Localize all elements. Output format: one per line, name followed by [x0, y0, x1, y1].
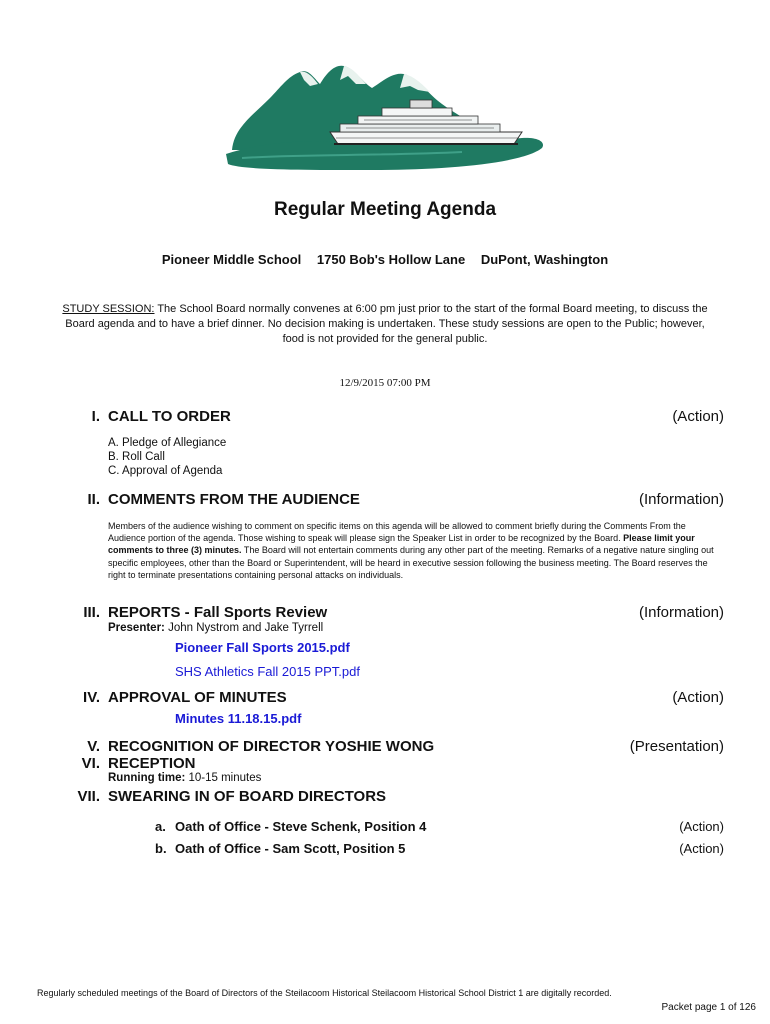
- city-state: DuPont, Washington: [480, 252, 609, 267]
- section-type: (Action): [672, 408, 724, 425]
- running-time-value: 10-15 minutes: [185, 772, 262, 784]
- section-number: I.: [91, 408, 100, 425]
- subitem-letter: a.: [155, 819, 166, 834]
- section-number: III.: [83, 604, 100, 621]
- section-type: (Information): [638, 604, 724, 621]
- meeting-location: [0, 252, 770, 267]
- attachment-link[interactable]: Minutes 11.18.15.pdf: [175, 711, 302, 726]
- section-number: II.: [87, 491, 100, 508]
- agenda-subitem: C. Approval of Agenda: [108, 465, 223, 477]
- study-session-label: STUDY SESSION:: [62, 303, 155, 315]
- agenda-subitem: A. Pledge of Allegiance: [108, 437, 227, 449]
- policy-text: Members of the audience wishing to comment on specific items on this agenda will be allowed to comment briefly during the Comments From the Audience portion of the agenda. Those wishing to speak will please sign the Speaker List in order to be recognized by the Board.: [108, 521, 686, 544]
- presenter-names: John Nystrom and Jake Tyrrell: [164, 622, 324, 634]
- section-title: RECEPTION: [108, 755, 196, 772]
- page-title: Regular Meeting Agenda: [273, 199, 497, 220]
- subitem-text: Oath of Office - Steve Schenk, Position 4: [175, 819, 427, 834]
- running-time-label: Running time:: [108, 772, 186, 784]
- school-name: Pioneer Middle School: [161, 252, 302, 267]
- section-number: IV.: [83, 689, 100, 706]
- running-time: [108, 772, 261, 784]
- section-title: RECOGNITION OF DIRECTOR YOSHIE WONG: [108, 738, 435, 755]
- section-number: VII.: [77, 788, 100, 805]
- recording-notice: Regularly scheduled meetings of the Board of Directors of the Steilacoom Historical Steilacoom Historical School District 1 are digitally recorded.: [37, 988, 612, 998]
- agenda-subitem: B. Roll Call: [108, 451, 165, 463]
- section-type: (Action): [672, 689, 724, 706]
- street-address: 1750 Bob's Hollow Lane: [316, 252, 466, 267]
- attachment-link[interactable]: SHS Athletics Fall 2015 PPT.pdf: [175, 664, 360, 679]
- section-title: REPORTS - Fall Sports Review: [108, 604, 328, 621]
- policy-time-limit: Please limit your comments to three (3) minutes.: [108, 533, 695, 556]
- section-type: (Information): [638, 491, 724, 508]
- presenter-line: [108, 622, 323, 634]
- meeting-date: 12/9/2015 07:00 PM: [339, 377, 431, 389]
- study-session-text: The School Board normally convenes at 6:00 pm just prior to the start of the formal Board meeting, to discuss the Board agenda and to have a brief dinner. No decision making is undertaken. These study sessions are open to the Public; however, food is not provided for the general public.: [65, 303, 708, 345]
- section-title: CALL TO ORDER: [108, 408, 231, 425]
- packet-page-number: Packet page 1 of 126: [661, 1002, 756, 1013]
- section-title: APPROVAL OF MINUTES: [108, 689, 287, 706]
- subitem-type: (Action): [679, 819, 724, 834]
- study-session-note: [56, 302, 714, 347]
- section-number: V.: [87, 738, 100, 755]
- audience-comments-policy: [108, 520, 718, 581]
- subitem-type: (Action): [679, 841, 724, 856]
- attachment-link[interactable]: Pioneer Fall Sports 2015.pdf: [175, 640, 350, 655]
- section-type: (Presentation): [629, 738, 724, 755]
- section-number: VI.: [81, 755, 100, 772]
- subitem-text: Oath of Office - Sam Scott, Position 5: [175, 841, 406, 856]
- section-title: SWEARING IN OF BOARD DIRECTORS: [108, 788, 387, 805]
- section-title: COMMENTS FROM THE AUDIENCE: [108, 491, 360, 508]
- policy-text: The Board will not entertain comments during any other part of the meeting. Remarks of a negative nature singling out specific employees, other than the Board or Superintendent, will be heard in executive session following the business meeting. The Board reserves the right to terminate presentations containing personal attacks on individuals.: [108, 545, 714, 580]
- presenter-label: Presenter:: [108, 622, 165, 634]
- subitem-letter: b.: [155, 841, 167, 856]
- ferry-logo: [222, 58, 548, 176]
